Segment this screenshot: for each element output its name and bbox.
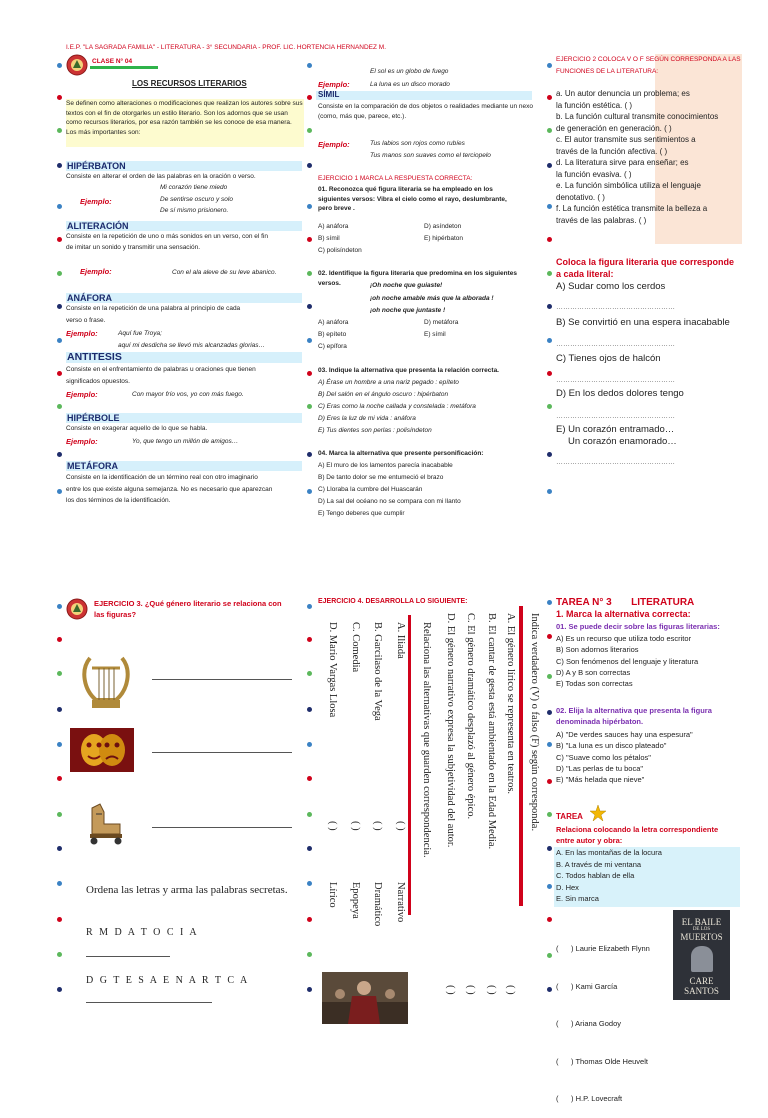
- vf-item[interactable]: de generación en generación. ( ): [556, 123, 672, 133]
- binder-hole-dot: [307, 371, 312, 376]
- vf-answer[interactable]: ( ): [486, 985, 497, 995]
- q4-option[interactable]: A) El muro de los lamentos parecía inacabable: [318, 462, 453, 469]
- def-antitesis: significados opuestos.: [66, 378, 130, 385]
- vf-item[interactable]: a. Un autor denuncia un problema; es: [556, 89, 690, 98]
- heading-metafora: METÁFORA: [67, 461, 118, 471]
- answer-line[interactable]: ……………………………………………: [556, 459, 675, 466]
- literal-item: B) Se convirtió en una espera inacabable: [556, 317, 730, 328]
- vf-answer[interactable]: ( ): [465, 985, 476, 995]
- binder-hole-dot: [57, 671, 62, 676]
- binder-hole-dot: [307, 812, 312, 817]
- binder-hole-dot: [307, 917, 312, 922]
- example-line: Tus manos son suaves como el terciopelo: [370, 152, 491, 159]
- literal-item: A) Sudar como los cerdos: [556, 281, 666, 292]
- def-aliteracion: Consiste en la repetición de uno o más sonidos en un verso, con el fin: [66, 233, 268, 240]
- red-accent-bar: [519, 606, 523, 906]
- vf-answer[interactable]: ( ): [505, 985, 516, 995]
- binder-hole-dot: [307, 271, 312, 276]
- binder-hole-dot: [547, 710, 552, 715]
- binder-hole-dot: [547, 953, 552, 958]
- class-underline: [90, 66, 158, 69]
- binder-hole-dot: [57, 604, 62, 609]
- binder-hole-dot: [57, 204, 62, 209]
- tarea-q1-options: [556, 633, 698, 689]
- q2-verse: ¡oh noche amable más que la alborada !: [370, 295, 494, 302]
- heading-anafora: ANÁFORA: [67, 293, 112, 303]
- exercise4-title: EJERCICIO 4. DESARROLLA LO SIGUIENTE:: [318, 598, 468, 605]
- vf-item[interactable]: c. El autor transmite sus sentimientos a: [556, 135, 696, 144]
- example-line: Aquí fue Troya;: [118, 330, 162, 337]
- binder-hole-dot: [57, 128, 62, 133]
- literal-item: D) En los dedos dolores tengo: [556, 388, 684, 399]
- answer-line[interactable]: ……………………………………………: [556, 341, 675, 348]
- option-item[interactable]: E) Todas son correctas: [556, 679, 633, 689]
- answer-line[interactable]: ……………………………………………: [556, 413, 675, 420]
- example-label: Ejemplo:: [80, 267, 112, 276]
- heading-highlight: [316, 91, 532, 100]
- binder-hole-dot: [547, 600, 552, 605]
- exercise2-items: [556, 88, 741, 226]
- exercise3-title: EJERCICIO 3. ¿Qué género literario se relaciona con las figuras?: [94, 599, 282, 619]
- relate-answer[interactable]: ( ): [327, 821, 338, 831]
- literal-item: C) Tienes ojos de halcón: [556, 353, 661, 364]
- marca-instruction: 1. Marca la alternativa correcta:: [556, 609, 691, 619]
- q4-option[interactable]: C) Lloraba la cumbre del Huascarán: [318, 486, 423, 493]
- def-simil: Consiste en la comparación de dos objetos o realidades mediante un nexo (como, más que, parece, etc.).: [318, 103, 533, 120]
- example-line: aquí mi desdicha se llevó mis alcanzadas glorias…: [118, 342, 266, 349]
- binder-hole-dot: [307, 671, 312, 676]
- binder-hole-dot: [307, 952, 312, 957]
- relate-answer[interactable]: ( ): [395, 821, 406, 831]
- binder-hole-dot: [57, 742, 62, 747]
- binder-hole-dot: [57, 812, 62, 817]
- book-author-line: SANTOS: [684, 986, 719, 996]
- theater-masks-icon: [70, 728, 134, 772]
- q1-option[interactable]: E) hipérbaton: [424, 235, 464, 242]
- heading-aliteracion: ALITERACIÓN: [67, 221, 129, 231]
- binder-hole-dot: [57, 881, 62, 886]
- def-hiperbaton: Consiste en alterar el orden de las palabras en la oración o verso.: [66, 173, 256, 180]
- option-item[interactable]: B) Son adornos literarios: [556, 645, 639, 655]
- binder-hole-dot: [307, 637, 312, 642]
- answer-line[interactable]: ……………………………………………: [556, 377, 675, 384]
- secret-word-2: D G T E S A E N A R T C A: [86, 975, 250, 986]
- relate-item: C. Comedia: [350, 622, 361, 673]
- binder-hole-dot: [57, 952, 62, 957]
- option-item[interactable]: A) Es un recurso que utiliza todo escritor: [556, 634, 692, 643]
- vf-statement[interactable]: B. El cantar de gesta está ambientado en la Edad Media.: [486, 613, 497, 850]
- def-metafora: entre los que existe alguna semejanza. No es necesario que aparezcan: [66, 486, 273, 493]
- vf-item[interactable]: través de las palabras. ( ): [556, 215, 647, 225]
- binder-hole-dot: [57, 846, 62, 851]
- vf-item[interactable]: b. La función cultural transmite conocimientos: [556, 112, 719, 121]
- work-item: D. Hex: [556, 882, 579, 892]
- coloca-title: Coloca la figura literaria que corresponde a cada literal:: [556, 257, 735, 279]
- tarea3-title: TAREA N° 3 LITERATURA: [556, 597, 695, 608]
- binder-hole-dot: [307, 338, 312, 343]
- example-line: Tus labios son rojos como rubíes: [370, 140, 465, 147]
- q3-option[interactable]: D) Eres la luz de mi vida : anáfora: [318, 415, 416, 422]
- vf-item[interactable]: la función estética. ( ): [556, 100, 633, 110]
- authors-list: [556, 918, 650, 1118]
- q4-option[interactable]: E) Tengo deberes que cumplir: [318, 510, 405, 517]
- vf-answer[interactable]: ( ): [445, 985, 456, 995]
- option-item[interactable]: A) "De verdes sauces hay una espesura": [556, 730, 693, 739]
- example-line: Yo, que tengo un millón de amigos…: [132, 438, 239, 445]
- binder-hole-dot: [57, 338, 62, 343]
- option-item[interactable]: E) "Más helada que nieve": [556, 775, 645, 785]
- binder-hole-dot: [547, 846, 552, 851]
- q3-option[interactable]: C) Eras como la noche callada y constelada : metáfora: [318, 403, 476, 410]
- example-line: Con el ala aleve de su leve abanico.: [172, 269, 277, 276]
- genre-label: Lírico: [327, 882, 338, 908]
- example-label: Ejemplo:: [318, 140, 350, 149]
- binder-hole-dot: [547, 128, 552, 133]
- option-item[interactable]: D) "Las perlas de tu boca": [556, 763, 644, 773]
- binder-hole-dot: [547, 489, 552, 494]
- work-item: B. A través de mi ventana: [556, 859, 642, 869]
- binder-hole-dot: [547, 812, 552, 817]
- q3-option[interactable]: E) Tus dientes son perlas : polisíndeton: [318, 427, 432, 434]
- example-line: Mi corazón tiene miedo: [160, 184, 228, 191]
- option-item[interactable]: C) "Suave como los pétalos": [556, 752, 651, 762]
- ordena-instruction: Ordena las letras y arma las palabras secretas.: [86, 884, 288, 896]
- section-title: LOS RECURSOS LITERARIOS: [132, 79, 247, 88]
- example-label: Ejemplo:: [66, 390, 98, 399]
- def-metafora: los dos términos de la identificación.: [66, 497, 171, 504]
- binder-hole-dot: [547, 371, 552, 376]
- relate-answer[interactable]: ( ): [372, 821, 383, 831]
- q2-option[interactable]: C) epífora: [318, 343, 347, 350]
- binder-hole-dot: [547, 237, 552, 242]
- example-label: Ejemplo:: [80, 197, 112, 206]
- binder-hole-dot: [307, 304, 312, 309]
- def-metafora: Consiste en la identificación de un término real con otro imaginario: [66, 474, 258, 481]
- q2-verse: ¡oh noche que juntaste !: [370, 307, 446, 314]
- binder-hole-dot: [307, 452, 312, 457]
- binder-hole-dot: [307, 204, 312, 209]
- school-logo: [66, 598, 88, 620]
- tarea-q1: 01. Se puede decir sobre las figuras literarias:: [556, 622, 720, 631]
- option-item[interactable]: B) "La luna es un disco plateado": [556, 741, 667, 751]
- q3-text: 03. Indique la alternativa que presenta la relación correcta.: [318, 367, 499, 374]
- trojan-horse-icon: [82, 800, 128, 846]
- book-author-line: CARE: [689, 976, 714, 986]
- binder-hole-dot: [57, 987, 62, 992]
- star-icon: [590, 805, 606, 821]
- q4-option[interactable]: D) La sal del océano no se compara con mi llanto: [318, 498, 461, 505]
- relate-item: B. Garcilaso de la Vega: [372, 622, 383, 721]
- heading-antitesis: ANTITESIS: [67, 351, 122, 363]
- q1-text: 01. Reconozca qué figura literaria se ha empleado en los siguientes versos: Vibra el cielo como el rayo, deslumbrante, pero breve .: [318, 186, 507, 212]
- heading-simil: SÍMIL: [318, 90, 340, 99]
- school-logo: [66, 54, 88, 76]
- exercise1-title: EJERCICIO 1 MARCA LA RESPUESTA CORRECTA:: [318, 175, 473, 182]
- binder-hole-dot: [57, 917, 62, 922]
- vf-item[interactable]: denotativo. ( ): [556, 192, 605, 202]
- binder-hole-dot: [547, 884, 552, 889]
- genre-label: Epopeya: [350, 882, 361, 919]
- binder-hole-dot: [57, 637, 62, 642]
- q2-option[interactable]: B) epíteto: [318, 331, 347, 338]
- q3-option[interactable]: B) Del salón en el ángulo oscuro : hipérbaton: [318, 391, 449, 398]
- binder-hole-dot: [307, 237, 312, 242]
- option-item[interactable]: D) A y B son correctas: [556, 667, 631, 677]
- binder-hole-dot: [307, 604, 312, 609]
- option-item[interactable]: C) Son fenómenos del lenguaje y literatura: [556, 656, 699, 666]
- author-item[interactable]: ( ) Kami García: [556, 981, 618, 991]
- example-line: De sí mismo prisionero.: [160, 207, 229, 214]
- example-line: Con mayor frío vos, yo con más fuego.: [132, 391, 244, 398]
- answer-line[interactable]: [152, 752, 292, 753]
- vf-statement[interactable]: A. El género lírico se representa en teatros.: [505, 613, 516, 795]
- answer-line[interactable]: [152, 679, 292, 680]
- binder-hole-dot: [57, 304, 62, 309]
- binder-hole-dot: [547, 779, 552, 784]
- binder-hole-dot: [307, 163, 312, 168]
- binder-hole-dot: [547, 917, 552, 922]
- binder-hole-dot: [307, 95, 312, 100]
- def-anafora: verso o frase.: [66, 317, 106, 324]
- book-title-line: MUERTOS: [680, 932, 723, 942]
- exercise2-title: EJERCICIO 2 COLOCA V O F SEGÚN CORRESPONDA A LAS FUNCIONES DE LA LITERATURA:: [556, 56, 741, 75]
- def-hiperbole: Consiste en exagerar aquello de lo que se habla.: [66, 425, 208, 432]
- binder-hole-dot: [547, 742, 552, 747]
- example-label: Ejemplo:: [66, 329, 98, 338]
- binder-hole-dot: [307, 707, 312, 712]
- binder-hole-dot: [307, 63, 312, 68]
- binder-hole-dot: [307, 489, 312, 494]
- binder-hole-dot: [547, 987, 552, 992]
- tarea-q2: 02. Elija la alternativa que presenta la figura denominada hipérbaton.: [556, 706, 712, 726]
- q2-text: 02. Identifique la figura literaria que predomina en los siguientes versos.: [318, 270, 518, 287]
- q2-option[interactable]: E) símil: [424, 331, 446, 338]
- def-anafora: Consiste en la repetición de una palabra al principio de cada: [66, 305, 241, 312]
- q2-option[interactable]: A) anáfora: [318, 319, 349, 326]
- binder-hole-dot: [57, 776, 62, 781]
- binder-hole-dot: [307, 742, 312, 747]
- genre-label: Narrativo: [395, 882, 406, 923]
- binder-hole-dot: [547, 95, 552, 100]
- author-item[interactable]: ( ) Laurie Elizabeth Flynn: [556, 944, 650, 953]
- genre-label: Dramático: [372, 882, 383, 927]
- binder-hole-dot: [547, 204, 552, 209]
- works-list: [554, 847, 740, 907]
- vf-item[interactable]: d. La literatura sirve para enseñar; es: [556, 158, 689, 167]
- author-item[interactable]: ( ) H.P. Lovecraft: [556, 1094, 623, 1103]
- example-line: De sentirse oscuro y solo: [160, 196, 233, 203]
- answer-line[interactable]: [86, 956, 170, 957]
- q1-option[interactable]: A) anáfora: [318, 223, 349, 230]
- class-number: CLASE N° 04: [92, 58, 133, 65]
- binder-hole-dot: [57, 452, 62, 457]
- def-aliteracion: de imitar un sonido y transmitir una sensación.: [66, 244, 201, 251]
- header-institution: I.E.P. "LA SAGRADA FAMILIA" - LITERATURA - 3° SECUNDARIA - PROF. LIC. HORTENCIA HERNANDEZ M.: [66, 44, 387, 51]
- lyre-icon: [78, 650, 134, 716]
- heading-hiperbole: HIPÉRBOLE: [67, 413, 120, 423]
- vf-statement[interactable]: C. El género dramático desplazó al género épico.: [465, 613, 476, 820]
- example-line: La luna es un disco morado: [370, 81, 450, 88]
- q1-option[interactable]: C) polisíndeton: [318, 247, 362, 254]
- example-label: Ejemplo:: [318, 80, 350, 89]
- binder-hole-dot: [57, 237, 62, 242]
- binder-hole-dot: [547, 271, 552, 276]
- binder-hole-dot: [57, 707, 62, 712]
- binder-hole-dot: [57, 271, 62, 276]
- binder-hole-dot: [307, 881, 312, 886]
- answer-line[interactable]: [152, 827, 292, 828]
- binder-hole-dot: [307, 128, 312, 133]
- answer-line[interactable]: ……………………………………………: [556, 304, 675, 311]
- vf-item[interactable]: f. La función estética transmite la belleza a: [556, 204, 708, 213]
- binder-hole-dot: [307, 987, 312, 992]
- binder-hole-dot: [547, 404, 552, 409]
- q2-option[interactable]: D) metáfora: [424, 319, 459, 326]
- book-title-line: DE LOS: [692, 927, 711, 932]
- book-title-line: EL BAILE: [681, 917, 722, 927]
- binder-hole-dot: [57, 404, 62, 409]
- binder-hole-dot: [547, 674, 552, 679]
- answer-line[interactable]: [86, 1002, 212, 1003]
- relate-item: D. Mario Vargas Llosa: [327, 622, 338, 718]
- literal-item: Un corazón enamorado…: [568, 436, 677, 447]
- author-item[interactable]: ( ) Ariana Godoy: [556, 1019, 622, 1028]
- q4-option[interactable]: B) De tanto dolor se me entumeció el brazo: [318, 474, 444, 481]
- vf-item[interactable]: la función evasiva. ( ): [556, 169, 632, 179]
- binder-hole-dot: [57, 95, 62, 100]
- binder-hole-dot: [547, 634, 552, 639]
- vf-item[interactable]: e. La función simbólica utiliza el lenguaje: [556, 181, 701, 190]
- binder-hole-dot: [307, 846, 312, 851]
- binder-hole-dot: [57, 163, 62, 168]
- vf-statement[interactable]: D. El género narrativo expresa la subjetividad del autor.: [445, 613, 456, 848]
- binder-hole-dot: [547, 304, 552, 309]
- binder-hole-dot: [57, 63, 62, 68]
- q1-option[interactable]: D) asíndeton: [424, 223, 462, 230]
- literal-item: E) Un corazón entramado…: [556, 424, 675, 435]
- historical-painting-image: [322, 972, 408, 1024]
- q2-verse: ¡Oh noche que guiaste!: [370, 282, 443, 289]
- binder-hole-dot: [547, 163, 552, 168]
- vf-item[interactable]: través de la función afectiva. ( ): [556, 146, 668, 156]
- q4-text: 04. Marca la alternativa que presente personificación:: [318, 450, 484, 457]
- relaciona-instruction: Relaciona colocando la letra correspondiente entre autor y obra:: [556, 825, 719, 845]
- figure-icon: [691, 946, 713, 972]
- relate-answer[interactable]: ( ): [350, 821, 361, 831]
- heading-hiperbaton: HIPÉRBATON: [67, 161, 126, 171]
- intro-text: Se definen como alteraciones o modificaciones que realizan los autores sobre sus textos con el fin de otorgarles un estilo literario. Son los adornos que se usan como recursos literarios, por esa razón también se les conoce de esa manera. Los más importantes son:: [66, 99, 304, 147]
- binder-hole-dot: [307, 404, 312, 409]
- work-item: C. Todos hablan de ella: [556, 871, 635, 880]
- work-item: A. En las montañas de la locura: [556, 848, 662, 857]
- vf-title: Indica verdadero (V) o falso (F) según corresponda.: [529, 613, 540, 832]
- binder-hole-dot: [547, 63, 552, 68]
- def-antitesis: Consiste en el enfrentamiento de palabras u oraciones que tienen: [66, 366, 256, 373]
- q1-option[interactable]: B) símil: [318, 235, 340, 242]
- binder-hole-dot: [57, 371, 62, 376]
- author-item[interactable]: ( ) Thomas Olde Heuvelt: [556, 1056, 648, 1066]
- example-label: Ejemplo:: [66, 437, 98, 446]
- example-line: El sol es un globo de fuego: [370, 68, 449, 75]
- tarea-title: TAREA: [556, 812, 583, 821]
- book-cover: [673, 910, 730, 1000]
- binder-hole-dot: [547, 452, 552, 457]
- red-accent-bar: [408, 615, 411, 915]
- q3-option[interactable]: A) Érase un hombre a una nariz pegado : epíteto: [318, 379, 459, 386]
- work-item: E. Sin marca: [556, 894, 599, 903]
- binder-hole-dot: [307, 776, 312, 781]
- binder-hole-dot: [57, 489, 62, 494]
- tarea-q2-options: [556, 729, 693, 785]
- relate-title: Relaciona las alternativas que guarden correspondencia.: [421, 622, 432, 858]
- secret-word-1: R M D A T O C I A: [86, 927, 199, 938]
- binder-hole-dot: [547, 338, 552, 343]
- relate-item: A. Iliada: [395, 622, 406, 659]
